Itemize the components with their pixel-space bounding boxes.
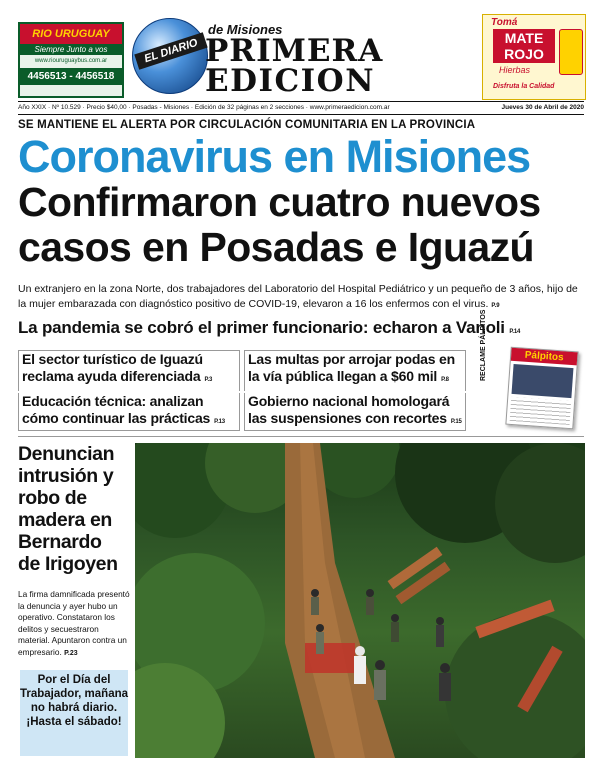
teaser-box[interactable] — [18, 350, 240, 391]
teaser-page-ref: P.8 — [441, 377, 449, 383]
ad-mate-brand: MATE ROJO — [493, 29, 555, 63]
lede-page-ref: P.9 — [491, 303, 500, 309]
globe-label: EL DIARIO — [134, 32, 207, 69]
side-story-page-ref: P.23 — [64, 649, 78, 657]
second-headline[interactable] — [18, 318, 588, 338]
main-headline-blue[interactable]: Coronavirus en Misiones — [18, 131, 531, 182]
teaser-box[interactable] — [244, 393, 466, 431]
ad-tagline: Siempre Junto a vos — [20, 44, 122, 55]
teaser-page-ref: P.13 — [214, 419, 225, 425]
teaser-text: Educación técnica: analizan cómo continuar las prácticas — [22, 393, 211, 426]
forest-operation-photo[interactable] — [135, 443, 585, 758]
palpitos-reclame-label: RECLAME PÁLPITOS — [480, 309, 487, 381]
side-story-body — [18, 589, 132, 659]
lede-text: Un extranjero en la zona Norte, dos trabajadores del Laboratorio del Hospital Pediátrico y un pequeño de 3 años, hijo de la mujer embarazada con diagnóstico positivo de COVID-19, elevaron a 16 los enfermos con el virus. — [18, 283, 578, 310]
holiday-notice: Por el Día del Trabajador, mañana no habrá diario. ¡Hasta el sábado! — [20, 670, 128, 756]
palpitos-cover — [505, 347, 578, 430]
kicker: SE MANTIENE EL ALERTA POR CIRCULACIÓN COMUNITARIA EN LA PROVINCIA — [18, 119, 476, 131]
palpitos-cover-title: Pálpitos — [511, 348, 578, 366]
teaser-text: El sector turístico de Iguazú reclama ayuda diferenciada — [22, 351, 203, 384]
issue-info-line — [18, 101, 584, 115]
ad-hierbas: Hierbas — [499, 65, 531, 75]
forest-photo-illustration — [135, 443, 585, 758]
mate-rojo-ad[interactable] — [482, 14, 586, 100]
teaser-text: Gobierno nacional homologará las suspensiones con recortes — [248, 393, 450, 426]
teaser-page-ref: P.3 — [204, 377, 213, 383]
palpitos-cover-photo — [512, 364, 574, 398]
logo-line-2: EDICION — [205, 63, 376, 99]
issue-date: Jueves 30 de Abril de 2020 — [501, 104, 584, 111]
side-story-headline[interactable]: Denuncian intrusión y robo de madera en Bernardo de Irigoyen — [18, 443, 118, 575]
teaser-text: Las multas por arrojar podas en la vía pública llegan a $60 mil — [248, 351, 455, 384]
main-headline[interactable]: Confirmaron cuatro nuevos casos en Posadas e Iguazú — [18, 179, 541, 270]
rio-uruguay-ad[interactable] — [18, 22, 124, 98]
logo-line-1: PRIMERA — [205, 33, 384, 69]
palpitos-cover-text — [510, 397, 572, 425]
side-story-text: La firma damnificada presentó la denuncia y ayer hubo un operativo. Constataron los delitos y secuestraron material. Apuntaron contra un empresario. — [18, 589, 130, 657]
ad-url: www.riouruguaybus.com.ar — [34, 58, 108, 64]
teaser-box[interactable] — [18, 393, 240, 431]
ad-phones: 4456513 - 4456518 — [20, 68, 122, 85]
logo-subtitle: de Misiones — [208, 22, 283, 37]
section-divider — [18, 436, 584, 437]
teaser-box[interactable] — [244, 350, 466, 391]
ad-toma: Tomá — [491, 17, 518, 28]
masthead — [0, 0, 600, 100]
globe-icon — [132, 18, 208, 94]
lede — [18, 282, 584, 314]
ad-disfruta: Disfruta la Calidad — [493, 83, 555, 90]
mate-pack-icon — [559, 29, 583, 75]
issue-details: Año XXIX · Nº 10.529 · Precio $40,00 · Posadas - Misiones · Edición de 32 páginas en 2 secciones · www.primeraedicion.com.ar — [18, 104, 390, 111]
second-headline-page-ref: P.14 — [509, 329, 521, 335]
teaser-page-ref: P.15 — [450, 419, 462, 425]
second-headline-text: La pandemia se cobró el primer funcionario: echaron a Vanoli — [18, 318, 505, 337]
ad-brand: RIO URUGUAY — [20, 24, 122, 44]
